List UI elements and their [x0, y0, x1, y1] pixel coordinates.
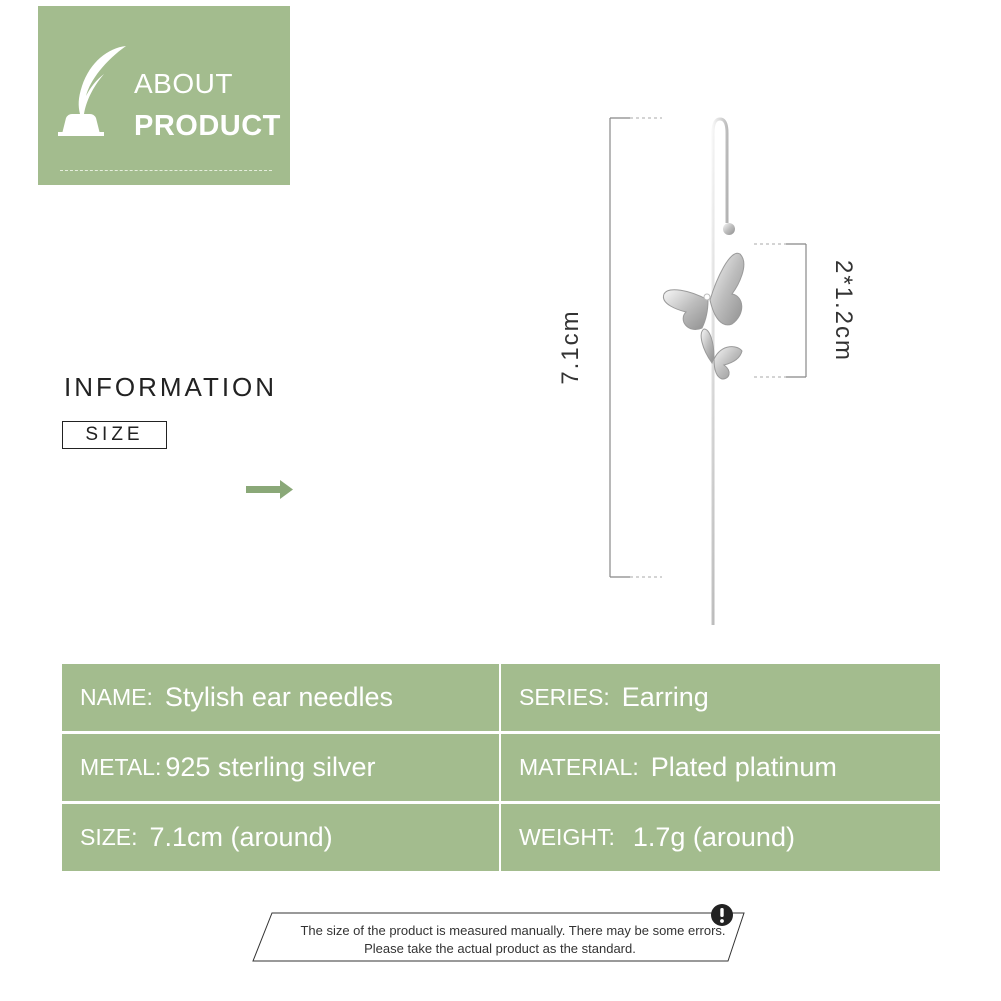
spec-value: 1.7g (around)	[632, 822, 795, 852]
divider	[60, 170, 272, 171]
spec-table	[62, 664, 940, 872]
earring-image	[590, 105, 880, 635]
spec-label: WEIGHT:	[519, 824, 615, 850]
arrow-right-icon	[246, 480, 294, 500]
spec-label: SERIES:	[519, 684, 610, 710]
spec-label: NAME:	[80, 684, 153, 710]
size-tag: SIZE	[62, 421, 167, 449]
spec-value: 7.1cm (around)	[149, 822, 333, 852]
about-label: ABOUT	[134, 68, 233, 99]
spec-size-cell	[62, 804, 499, 871]
notice-line-1: The size of the product is measured manually. There may be some errors.	[300, 923, 726, 938]
spec-material-cell	[501, 734, 940, 801]
spec-label: MATERIAL:	[519, 754, 639, 780]
spec-value: 925 sterling silver	[165, 752, 376, 782]
spec-value: Plated platinum	[650, 752, 837, 782]
spec-value: Stylish ear needles	[164, 682, 393, 712]
spec-metal-cell	[62, 734, 499, 801]
length-dimension-label: 7.1cm	[557, 309, 584, 385]
quill-inkwell-icon	[56, 44, 132, 136]
information-heading: INFORMATION	[64, 372, 278, 402]
spec-label: SIZE:	[80, 824, 138, 850]
spec-value: Earring	[621, 682, 709, 712]
spec-weight-cell	[501, 804, 940, 871]
spec-name-cell	[62, 664, 499, 731]
spec-series-cell	[501, 664, 940, 731]
spec-label: METAL:	[80, 754, 162, 780]
about-product-banner	[38, 6, 290, 185]
measurement-notice	[252, 912, 748, 962]
product-label: PRODUCT	[134, 110, 281, 142]
notice-line-2: Please take the actual product as the standard.	[364, 941, 636, 956]
butterfly-dimension-label: 2*1.2cm	[830, 259, 857, 363]
